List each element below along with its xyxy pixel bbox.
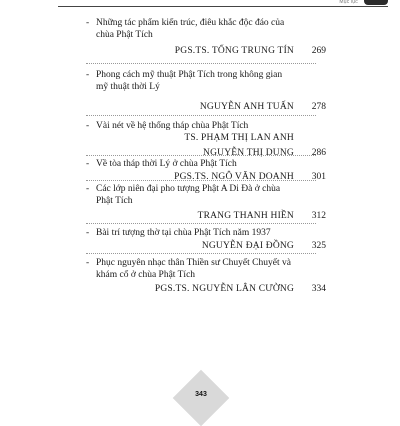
entry-divider xyxy=(86,155,316,156)
header-tab-decoration xyxy=(364,0,388,5)
entry-page-number: 269 xyxy=(311,46,326,56)
entry-title: Về tòa tháp thời Lý ở chùa Phật Tích xyxy=(96,159,237,169)
entry-page-number: 325 xyxy=(311,241,326,251)
entry-divider xyxy=(86,63,316,64)
footer-page-number: 343 xyxy=(195,391,207,398)
entry-author: TS. PHẠM THỊ LAN ANH xyxy=(184,133,294,143)
entry-divider xyxy=(86,253,316,254)
entry-title: Phục nguyên nhạc thân Thiền sư Chuyết Chuyết và khám cổ ở chùa Phật Tích xyxy=(96,258,291,280)
entry-dash: - xyxy=(86,18,90,28)
entry-dash: - xyxy=(86,258,90,268)
entry-page-number: 286 xyxy=(311,148,326,158)
entry-divider xyxy=(86,180,316,181)
entry-author: NGUYỄN ANH TUẤN xyxy=(199,102,294,112)
entry-title: Bài trí tượng thờ tại chùa Phật Tích năm 1937 xyxy=(96,228,271,238)
entry-author: PGS.TS. TỐNG TRUNG TÍN xyxy=(174,46,294,56)
entry-author: PGS.TS. NGUYỄN LÂN CƯỜNG xyxy=(154,284,294,294)
entry-dash: - xyxy=(86,121,90,131)
entry-author: NGUYỄN ĐẠI ĐỒNG xyxy=(201,241,294,251)
entry-title: Vài nét về hệ thống tháp chùa Phật Tích xyxy=(96,121,249,131)
entry-author: TRANG THANH HIỀN xyxy=(197,211,294,221)
entry-author: NGUYỄN THỊ DUNG xyxy=(203,148,294,158)
entry-page-number: 334 xyxy=(311,284,326,294)
entry-dash: - xyxy=(86,70,90,80)
entry-author: PGS.TS. NGÔ VĂN DOANH xyxy=(174,172,294,182)
entry-dash: - xyxy=(86,159,90,169)
running-header-text: Mục lục xyxy=(339,0,358,5)
entry-title: Phong cách mỹ thuật Phật Tích trong không gian mỹ thuật thời Lý xyxy=(96,70,283,92)
entry-page-number: 312 xyxy=(311,211,326,221)
running-header xyxy=(58,0,388,7)
entry-page-number: 301 xyxy=(311,172,326,182)
entry-title: Các lớp niên đại pho tượng Phật A Di Đà ở chùa Phật Tích xyxy=(96,184,281,206)
entry-divider xyxy=(86,223,316,224)
entry-dash: - xyxy=(86,184,90,194)
entry-title: Những tác phẩm kiến trúc, điêu khắc độc đáo của chùa Phật Tích xyxy=(96,18,285,40)
entry-page-number: 278 xyxy=(311,102,326,112)
entry-dash: - xyxy=(86,228,90,238)
entry-divider xyxy=(86,115,316,116)
